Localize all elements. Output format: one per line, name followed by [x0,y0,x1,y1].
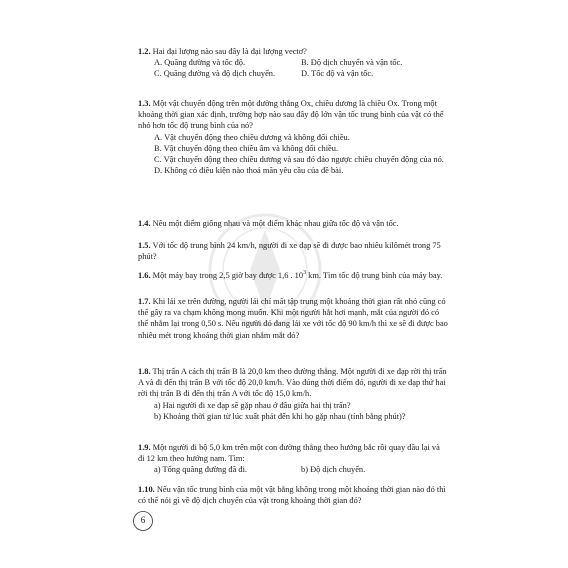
question-1-9: 1.9. Một người đi bộ 5,0 km trên một con đường thẳng theo hướng bắc rồi quay đầu lại và đi 12 km theo hướng nam. Tìm: a) Tổng quãng đường đã đi. b) Độ dịch chuyển. [138,442,448,476]
question-1-10: 1.10. Nếu vận tốc trung bình của một vật bằng không trong một khoảng thời gian nào đó thì có thể nói gì về độ dịch chuyển của vật trong khoảng thời gian đó? [138,485,446,506]
page-number: 6 [140,515,146,525]
subquestion-a: a) Hai người đi xe đạp sẽ gặp nhau ở đâu giữa hai thị trấn? [154,400,351,410]
option-d: D. Tốc độ và vận tốc. [301,69,374,79]
option-c: C. Vật chuyển động theo chiều dương và sau đó đảo ngược chiều chuyển động của nó. [154,155,444,165]
question-1-7: 1.7. Khi lái xe trên đường, người lái chỉ mất tập trung một khoảng thời gian rất nhỏ cũng có thể gây ra va chạm không mong muốn. Khi một người hắt hơi mạnh, mắt của người đó có thể nhắm lại trong 0,50 s. Nếu người đó đang lái xe với tốc độ 90 km/h thì xe sẽ đi được bao nhiêu mét trong khoảng thời gian nhắm mắt đó? [138,297,448,340]
option-b: B. Độ dịch chuyển và vận tốc. [301,58,403,68]
question-1-6: 1.6. Một máy bay trong 2,5 giờ bay được 1,6 . $10^3$ km. Tìm tốc độ trung bình của máy bay. [138,270,443,280]
page-number-badge [132,510,154,532]
option-a: A. Vật chuyển động theo chiều dương và không đổi chiều. [154,132,350,142]
question-1-3: 1.3. Một vật chuyển động trên một đường thẳng Ox, chiều dương là chiều Ox. Trong một khoảng thời gian xác định, trường hợp nào sau đây độ lớn vận tốc trung bình của vật có thể nhỏ hơn tốc độ trung bình của nó? A. Vật chuyển động theo chiều dương và không đổi chiều. B. Vật chuyển động theo chiều âm và không đổi chiều. C. Vật chuyển động theo chiều dương và sau đó đảo ngược chiều chuyển động của nó. D. Không có điều kiện nào thoả mãn yêu cầu của đề bài. [138,98,448,176]
question-1-5: 1.5. Với tốc độ trung bình 24 km/h, người đi xe đạp sẽ đi được bao nhiêu kilômét trong 75 phút? [138,241,441,262]
option-d: D. Không có điều kiện nào thoả mãn yêu cầu của đề bài. [154,166,344,176]
option-c: C. Quãng đường và độ dịch chuyển. [154,69,276,79]
option-a: A. Quãng đường và tốc độ. [154,58,246,68]
subquestion-b: b) Khoảng thời gian từ lúc xuất phát đến khi họ gặp nhau (tính bằng phút)? [154,411,406,421]
subquestion-a: a) Tổng quãng đường đã đi. [154,465,248,475]
option-b: B. Vật chuyển động theo chiều âm và không đổi chiều. [154,143,339,153]
question-1-8: 1.8. Thị trấn A cách thị trấn B là 20,0 km theo đường thẳng. Một người đi xe đạp rời thị trấn A và đi đến thị trấn B với tốc độ 20,0 km/h. Vào đúng thời điểm đó, người đi xe đạp thứ hai rời thị trấn B đi đến thị trấn A với tốc độ 15,0 km/h. a) Hai người đi xe đạp sẽ gặp nhau ở đâu giữa hai thị trấn? b) Khoảng thời gian từ lúc xuất phát đến khi họ gặp nhau (tính bằng phút)? [138,367,447,421]
question-1-2: 1.2. Hai đại lượng nào sau đây là đại lượng vectơ? A. Quãng đường và tốc độ. B. Độ dịch chuyển và vận tốc. C. Quãng đường và độ dịch chuyển. D. Tốc độ và vận tốc. [138,46,448,80]
subquestion-b: b) Độ dịch chuyển. [301,465,366,475]
question-1-4: 1.4. Nêu một điểm giống nhau và một điểm khác nhau giữa tốc độ và vận tốc. [138,219,399,228]
